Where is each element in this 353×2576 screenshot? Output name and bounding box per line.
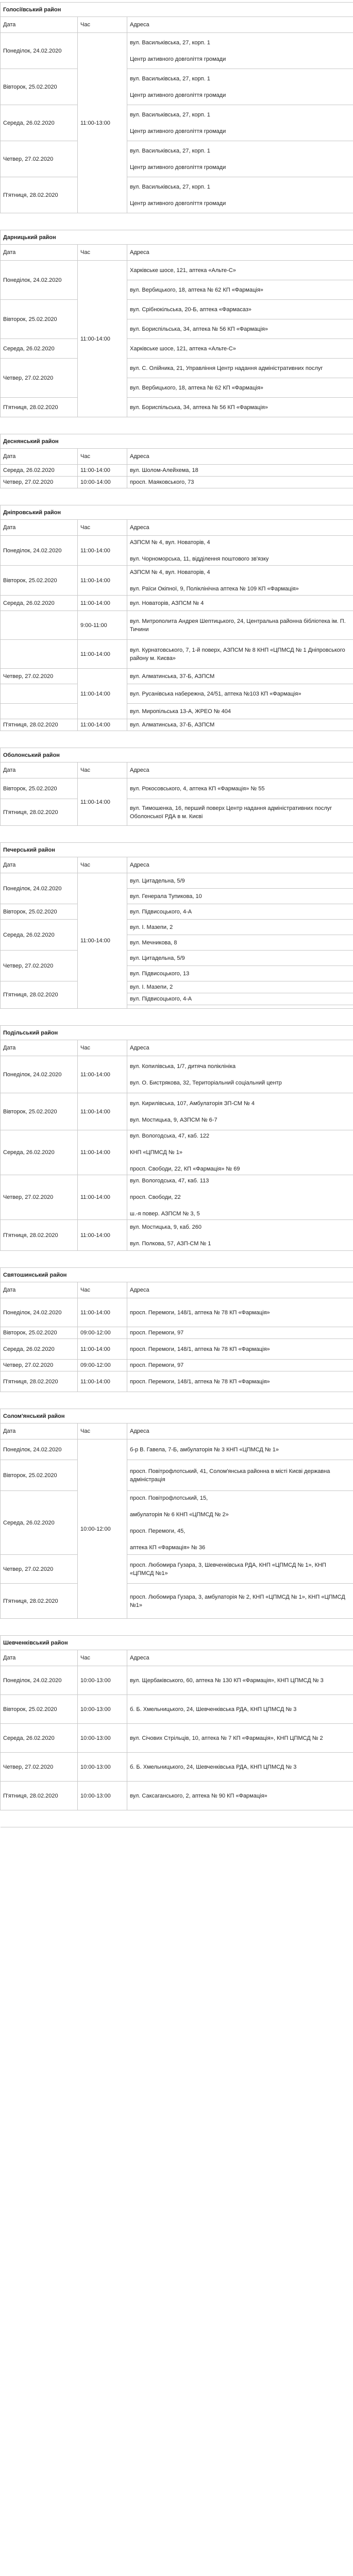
date-cell: Понеділок, 24.02.2020: [1, 1056, 78, 1093]
header-address: Адреса: [127, 1282, 353, 1298]
address-cell: вул. Бориспільська, 34, аптека № 56 КП «Фармація»: [127, 319, 353, 339]
address-cell: вул. Мостицька, 9, каб. 260 вул. Полкова, 57, АЗП-СМ № 1: [127, 1220, 353, 1251]
time-cell: 11:00-14:00: [78, 640, 127, 669]
date-cell: Понеділок, 24.02.2020: [1, 536, 78, 566]
time-cell: 11:00-13:00: [78, 33, 127, 213]
time-cell: 10:00-13:00: [78, 1753, 127, 1782]
table-row: [1, 465, 353, 477]
time-cell: 11:00-14:00: [78, 1371, 127, 1392]
date-cell: Вівторок, 25.02.2020: [1, 1460, 78, 1491]
address-cell: просп. Любомира Гузара, 3, Шевченківська РДА, КНП «ЦПМСД № 1», КНП «ЦПМСД №1»: [127, 1555, 353, 1584]
time-cell: 11:00-14:00: [78, 1298, 127, 1327]
table-header-row: [1, 17, 353, 33]
address-cell: вул. Цитадельна, 5/9: [127, 873, 353, 889]
date-cell: [1, 684, 78, 704]
time-cell: 11:00-14:00: [78, 1220, 127, 1251]
date-cell: П'ятниця, 28.02.2020: [1, 799, 78, 826]
date-cell: П'ятниця, 28.02.2020: [1, 177, 78, 213]
header-date: Дата: [1, 245, 78, 261]
address-cell: просп. Перемоги, 148/1, аптека № 78 КП «Фармація»: [127, 1371, 353, 1392]
table-row: [1, 1371, 353, 1392]
gap-cell: [1, 1009, 353, 1026]
table-header-row: [1, 1423, 353, 1439]
date-cell: Четвер, 27.02.2020: [1, 1175, 78, 1220]
table-row: [1, 904, 353, 920]
date-cell: Вівторок, 25.02.2020: [1, 1695, 78, 1724]
header-time: Час: [78, 762, 127, 778]
date-cell: Четвер, 27.02.2020: [1, 1360, 78, 1371]
table-row: [1, 719, 353, 731]
table-row: [1, 1460, 353, 1491]
address-cell: вул. Курнатовського, 7, 1-й поверх, АЗПСМ № 8 КНП «ЦПМСД № 1 Дніпровського району м. Києва»: [127, 640, 353, 669]
table-row: [1, 1695, 353, 1724]
date-cell: Вівторок, 25.02.2020: [1, 778, 78, 799]
address-cell: вул. Генерала Тупикова, 10: [127, 889, 353, 904]
header-address: Адреса: [127, 520, 353, 536]
address-cell: просп. Перемоги, 148/1, аптека № 78 КП «Фармація»: [127, 1339, 353, 1360]
table-row: [1, 778, 353, 799]
address-cell: вул. Вербицького, 18, аптека № 62 КП «Фармація»: [127, 280, 353, 300]
table-row: [1, 1298, 353, 1327]
district-title-row: [1, 1409, 353, 1423]
time-cell: 11:00-14:00: [78, 719, 127, 731]
gap-cell: [1, 826, 353, 843]
table-row: [1, 951, 353, 966]
header-address: Адреса: [127, 245, 353, 261]
header-address: Адреса: [127, 762, 353, 778]
district-title: Дніпровський район: [1, 505, 353, 520]
address-cell: вул. Підвисоцького, 13: [127, 966, 353, 981]
table-row: [1, 566, 353, 596]
district-gap: [1, 213, 353, 230]
table-row: [1, 1056, 353, 1093]
table-row: [1, 1491, 353, 1555]
gap-cell: [1, 1810, 353, 1827]
address-cell: Харківське шосе, 121, аптека «Альте-С»: [127, 261, 353, 280]
table-row: [1, 669, 353, 684]
time-cell: 09:00-12:00: [78, 1360, 127, 1371]
date-cell: Середа, 26.02.2020: [1, 1724, 78, 1753]
address-cell: вул. Підвисоцького, 4-А: [127, 904, 353, 920]
district-title-row: [1, 1268, 353, 1282]
header-date: Дата: [1, 1040, 78, 1056]
date-cell: Четвер, 27.02.2020: [1, 1555, 78, 1584]
table-row: [1, 261, 353, 280]
district-title-row: [1, 3, 353, 17]
table-row: [1, 1327, 353, 1339]
table-row: [1, 300, 353, 319]
district-title: Святошинський район: [1, 1268, 353, 1282]
date-cell: П'ятниця, 28.02.2020: [1, 398, 78, 417]
table-row: [1, 1439, 353, 1460]
address-cell: вул. Мечникова, 8: [127, 935, 353, 951]
address-cell: просп. Перемоги, 97: [127, 1360, 353, 1371]
address-cell: вул. Миропільська 13-А, ЖРЕО № 404: [127, 704, 353, 719]
header-address: Адреса: [127, 1423, 353, 1439]
date-cell: Середа, 26.02.2020: [1, 596, 78, 611]
header-time: Час: [78, 245, 127, 261]
address-cell: вул. Русанівська набережна, 24/51, аптека №103 КП «Фармація»: [127, 684, 353, 704]
date-cell: Четвер, 27.02.2020: [1, 359, 78, 398]
date-cell: Понеділок, 24.02.2020: [1, 1439, 78, 1460]
address-cell: вул. Вологодська, 47, каб. 113 просп. Свободи, 22 ш.-я повер. АЗПСМ № 3, 5: [127, 1175, 353, 1220]
table-row: [1, 799, 353, 826]
time-cell: 11:00-14:00: [78, 566, 127, 596]
table-row: [1, 1584, 353, 1619]
district-title: Дарницький район: [1, 230, 353, 245]
time-cell: 10:00-14:00: [78, 477, 127, 488]
table-row: [1, 177, 353, 213]
date-cell: Вівторок, 25.02.2020: [1, 1327, 78, 1339]
gap-cell: [1, 488, 353, 505]
table-row: [1, 105, 353, 141]
time-cell: 11:00-14:00: [78, 536, 127, 566]
table-row: [1, 596, 353, 611]
district-gap: [1, 417, 353, 434]
date-cell: П'ятниця, 28.02.2020: [1, 1371, 78, 1392]
table-header-row: [1, 449, 353, 465]
table-row: [1, 1220, 353, 1251]
address-cell: вул. І. Мазепи, 2: [127, 981, 353, 993]
district-title-row: [1, 505, 353, 520]
address-cell: б. Б. Хмельницького, 24, Шевченківська РДА, КНП ЦПМСД № 3: [127, 1753, 353, 1782]
district-gap: [1, 731, 353, 748]
header-time: Час: [78, 17, 127, 33]
table-row: [1, 477, 353, 488]
date-cell: П'ятниця, 28.02.2020: [1, 1782, 78, 1810]
time-cell: 11:00-14:00: [78, 1339, 127, 1360]
time-cell: 10:00-13:00: [78, 1666, 127, 1695]
address-cell: вул. Щербаківського, 60, аптека № 130 КП «Фармація», КНП ЦПМСД № 3: [127, 1666, 353, 1695]
district-title: Шевченківський район: [1, 1636, 353, 1650]
date-cell: Вівторок, 25.02.2020: [1, 69, 78, 105]
header-date: Дата: [1, 1423, 78, 1439]
header-time: Час: [78, 520, 127, 536]
table-row: [1, 684, 353, 704]
district-title-row: [1, 843, 353, 857]
table-row: [1, 611, 353, 640]
date-cell: Понеділок, 24.02.2020: [1, 261, 78, 300]
address-cell: вул. Митрополита Андрея Шептицького, 24, Центральна районна бібліотека ім. П. Тичини: [127, 611, 353, 640]
address-cell: вул. Рокосовського, 4, аптека КП «Фармація» № 55: [127, 778, 353, 799]
date-cell: Середа, 26.02.2020: [1, 105, 78, 141]
table-row: [1, 398, 353, 417]
address-cell: просп. Повітрофлотський, 15, амбулаторія № 6 КНП «ЦПМСД № 2» просп. Перемоги, 45, аптека КП «Фармація» № 36: [127, 1491, 353, 1555]
address-cell: АЗПСМ № 4, вул. Новаторів, 4 вул. Чорноморська, 11, відділення поштового зв'язку: [127, 536, 353, 566]
header-address: Адреса: [127, 1650, 353, 1666]
address-cell: вул. Кирилівська, 107, Амбулаторія ЗП-СМ № 4 вул. Мостицька, 9, АЗПСМ № 6-7: [127, 1093, 353, 1130]
address-cell: вул. Алматинська, 37-Б, АЗПСМ: [127, 719, 353, 731]
time-cell: 11:00-14:00: [78, 465, 127, 477]
address-cell: вул. Васильківська, 27, корп. 1 Центр активного довголіття громади: [127, 69, 353, 105]
table-header-row: [1, 1650, 353, 1666]
table-row: [1, 704, 353, 719]
table-row: [1, 640, 353, 669]
table-row: [1, 1360, 353, 1371]
address-cell: вул. Бориспільська, 34, аптека № 56 КП «Фармація»: [127, 398, 353, 417]
header-date: Дата: [1, 857, 78, 873]
table-row: [1, 1555, 353, 1584]
date-cell: П'ятниця, 28.02.2020: [1, 719, 78, 731]
table-row: [1, 981, 353, 993]
district-title-row: [1, 1026, 353, 1040]
district-gap: [1, 1619, 353, 1636]
address-cell: вул. І. Мазепи, 2: [127, 920, 353, 935]
table-row: [1, 359, 353, 378]
date-cell: Вівторок, 25.02.2020: [1, 1093, 78, 1130]
gap-cell: [1, 213, 353, 230]
time-cell: 11:00-14:00: [78, 1130, 127, 1175]
address-cell: Харківське шосе, 121, аптека «Альте-С»: [127, 339, 353, 359]
district-gap: [1, 1810, 353, 1827]
table-row: [1, 1339, 353, 1360]
time-cell: 11:00-14:00: [78, 873, 127, 1009]
table-header-row: [1, 1040, 353, 1056]
district-gap: [1, 488, 353, 505]
time-cell: 10:00-13:00: [78, 1782, 127, 1810]
date-cell: Середа, 26.02.2020: [1, 1339, 78, 1360]
address-cell: просп. Маяковського, 73: [127, 477, 353, 488]
date-cell: Понеділок, 24.02.2020: [1, 873, 78, 904]
gap-cell: [1, 731, 353, 748]
address-cell: просп. Любомира Гузара, 3, амбулаторія № 2, КНП «ЦПМСД № 1», КНП «ЦПМСД №1»: [127, 1584, 353, 1619]
date-cell: [1, 704, 78, 719]
table-header-row: [1, 245, 353, 261]
date-cell: [1, 611, 78, 640]
date-cell: Середа, 26.02.2020: [1, 1491, 78, 1555]
header-date: Дата: [1, 1282, 78, 1298]
address-cell: вул. Підвисоцького, 4-А: [127, 993, 353, 1005]
address-cell: просп. Перемоги, 97: [127, 1327, 353, 1339]
address-cell: вул. Васильківська, 27, корп. 1 Центр активного довголіття громади: [127, 33, 353, 69]
header-address: Адреса: [127, 449, 353, 465]
date-cell: П'ятниця, 28.02.2020: [1, 1584, 78, 1619]
table-row: [1, 1753, 353, 1782]
time-cell: 10:00-13:00: [78, 1724, 127, 1753]
header-date: Дата: [1, 449, 78, 465]
date-cell: Четвер, 27.02.2020: [1, 1753, 78, 1782]
district-title: Солом'янський район: [1, 1409, 353, 1423]
date-cell: Понеділок, 24.02.2020: [1, 1666, 78, 1695]
district-gap: [1, 1392, 353, 1409]
date-cell: Середа, 26.02.2020: [1, 920, 78, 951]
date-cell: П'ятниця, 28.02.2020: [1, 981, 78, 1009]
table-header-row: [1, 762, 353, 778]
address-cell: вул. Васильківська, 27, корп. 1 Центр активного довголіття громади: [127, 177, 353, 213]
address-cell: [127, 1005, 353, 1009]
header-address: Адреса: [127, 857, 353, 873]
address-cell: АЗПСМ № 4, вул. Новаторів, 4 вул. Раїси Окіпної, 9, Поліклінічна аптека № 109 КП «Фармація»: [127, 566, 353, 596]
address-cell: вул. Вербицького, 18, аптека № 62 КП «Фармація»: [127, 378, 353, 398]
address-cell: вул. С. Олійника, 21, Управління Центр надання адміністративних послуг: [127, 359, 353, 378]
time-cell: 10:00-12:00: [78, 1439, 127, 1619]
address-cell: вул. Васильківська, 27, корп. 1 Центр активного довголіття громади: [127, 105, 353, 141]
time-cell: 11:00-14:00: [78, 1093, 127, 1130]
address-cell: вул. Алматинська, 37-Б, АЗПСМ: [127, 669, 353, 684]
table-row: [1, 1093, 353, 1130]
date-cell: Середа, 26.02.2020: [1, 339, 78, 359]
date-cell: П'ятниця, 28.02.2020: [1, 1220, 78, 1251]
address-cell: вул. Вологодська, 47, каб. 122 КНП «ЦПМСД № 1» просп. Свободи, 22, КП «Фармація» № 69: [127, 1130, 353, 1175]
address-cell: вул. Цитадельна, 5/9: [127, 951, 353, 966]
address-cell: б-р В. Гавела, 7-Б, амбулаторія № 3 КНП «ЦПМСД № 1»: [127, 1439, 353, 1460]
date-cell: [1, 640, 78, 669]
header-time: Час: [78, 1282, 127, 1298]
time-cell: 11:00-14:00: [78, 1175, 127, 1220]
district-gap: [1, 826, 353, 843]
date-cell: Середа, 26.02.2020: [1, 465, 78, 477]
address-cell: б. Б. Хмельницького, 24, Шевченківська РДА, КНП ЦПМСД № 3: [127, 1695, 353, 1724]
header-address: Адреса: [127, 17, 353, 33]
date-cell: Понеділок, 24.02.2020: [1, 1298, 78, 1327]
header-address: Адреса: [127, 1040, 353, 1056]
table-row: [1, 920, 353, 935]
table-row: [1, 1666, 353, 1695]
header-date: Дата: [1, 520, 78, 536]
table-row: [1, 1782, 353, 1810]
table-header-row: [1, 857, 353, 873]
district-gap: [1, 1251, 353, 1268]
header-date: Дата: [1, 17, 78, 33]
date-cell: Середа, 26.02.2020: [1, 1130, 78, 1175]
date-cell: Вівторок, 25.02.2020: [1, 566, 78, 596]
time-cell: 09:00-12:00: [78, 1327, 127, 1339]
district-title-row: [1, 748, 353, 762]
district-title-row: [1, 1636, 353, 1650]
date-cell: Четвер, 27.02.2020: [1, 477, 78, 488]
table-row: [1, 33, 353, 69]
table-header-row: [1, 1282, 353, 1298]
address-cell: вул. Саксаганського, 2, аптека № 90 КП «Фармація»: [127, 1782, 353, 1810]
time-cell: 9:00-11:00: [78, 611, 127, 640]
date-cell: Понеділок, 24.02.2020: [1, 33, 78, 69]
address-cell: вул. Васильківська, 27, корп. 1 Центр активного довголіття громади: [127, 141, 353, 177]
district-title-row: [1, 230, 353, 245]
date-cell: Четвер, 27.02.2020: [1, 141, 78, 177]
address-cell: вул. Січових Стрільців, 10, аптека № 7 КП «Фармація», КНП ЦПМСД № 2: [127, 1724, 353, 1753]
date-cell: Вівторок, 25.02.2020: [1, 300, 78, 339]
district-title: Деснянський район: [1, 434, 353, 449]
time-cell: 11:00-14:00: [78, 778, 127, 826]
table-row: [1, 1175, 353, 1220]
header-date: Дата: [1, 1650, 78, 1666]
address-cell: вул. Тимошенка, 16, перший поверх Центр надання адміністративних послуг Оболонської РДА в м. Києві: [127, 799, 353, 826]
district-title-row: [1, 434, 353, 449]
header-time: Час: [78, 449, 127, 465]
header-time: Час: [78, 1423, 127, 1439]
header-date: Дата: [1, 762, 78, 778]
table-row: [1, 1130, 353, 1175]
gap-cell: [1, 1251, 353, 1268]
district-title: Голосіївський район: [1, 3, 353, 17]
time-cell: 11:00-14:00: [78, 261, 127, 417]
schedule-table: [0, 2, 353, 1827]
table-row: [1, 536, 353, 566]
district-gap: [1, 1009, 353, 1026]
address-cell: вул. Срібнокільська, 20-Б, аптека «Фармасаз»: [127, 300, 353, 319]
table-header-row: [1, 520, 353, 536]
table-row: [1, 69, 353, 105]
gap-cell: [1, 1619, 353, 1636]
district-title: Печерський район: [1, 843, 353, 857]
date-cell: Четвер, 27.02.2020: [1, 951, 78, 981]
header-time: Час: [78, 1650, 127, 1666]
district-title: Оболонський район: [1, 748, 353, 762]
header-time: Час: [78, 1040, 127, 1056]
address-cell: просп. Повітрофлотський, 41, Солом'янська районна в місті Києві державна адміністрація: [127, 1460, 353, 1491]
time-cell: 11:00-14:00: [78, 596, 127, 611]
address-cell: вул. Новаторів, АЗПСМ № 4: [127, 596, 353, 611]
address-cell: вул. Копилівська, 1/7, дитяча поліклініка вул. О. Бистрякова, 32, Територіальний соціальний центр: [127, 1056, 353, 1093]
address-cell: вул. Шолом-Алейхема, 18: [127, 465, 353, 477]
header-time: Час: [78, 857, 127, 873]
time-cell: 11:00-14:00: [78, 669, 127, 719]
date-cell: Вівторок, 25.02.2020: [1, 904, 78, 920]
time-cell: 10:00-13:00: [78, 1695, 127, 1724]
table-row: [1, 873, 353, 889]
time-cell: 11:00-14:00: [78, 1056, 127, 1093]
district-title: Подільський район: [1, 1026, 353, 1040]
table-row: [1, 1724, 353, 1753]
table-row: [1, 339, 353, 359]
gap-cell: [1, 417, 353, 434]
gap-cell: [1, 1392, 353, 1409]
date-cell: Четвер, 27.02.2020: [1, 669, 78, 684]
table-row: [1, 141, 353, 177]
address-cell: просп. Перемоги, 148/1, аптека № 78 КП «Фармація»: [127, 1298, 353, 1327]
